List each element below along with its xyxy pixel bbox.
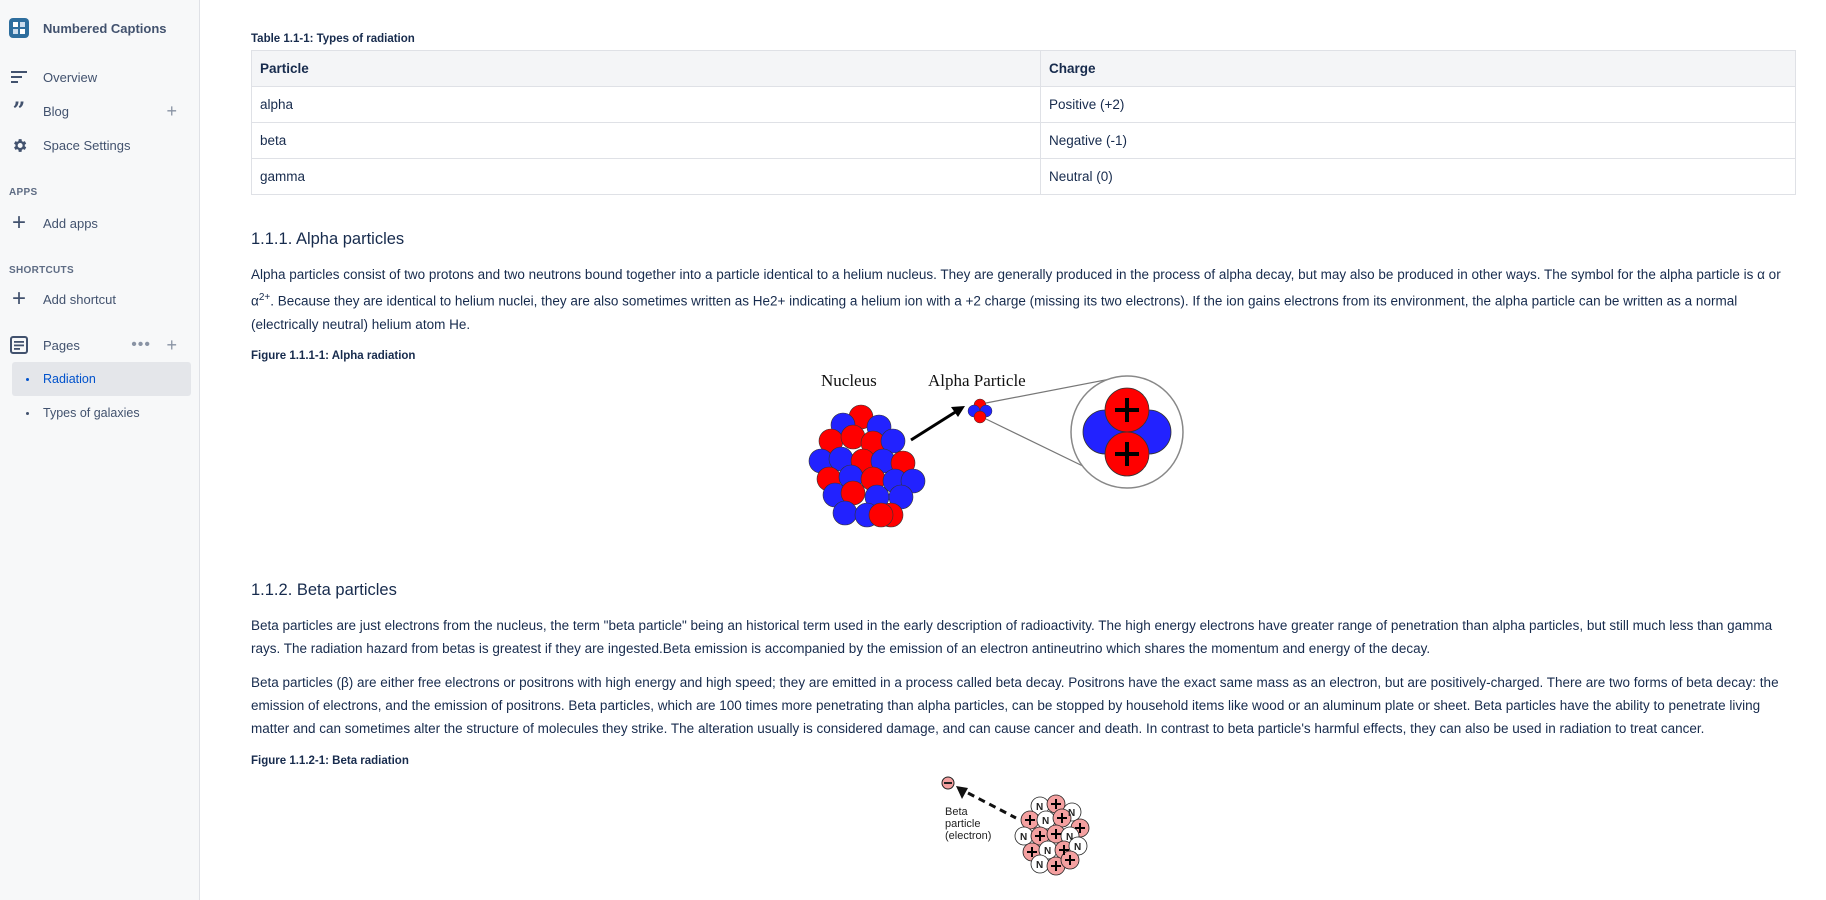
tree-item-label: Types of galaxies [43, 406, 140, 420]
beta-label-line-2: particle [945, 818, 981, 830]
beta-label-line-3: (electron) [945, 830, 992, 842]
quote-icon: ” [12, 98, 26, 124]
space-name: Numbered Captions [43, 20, 167, 36]
pages-icon [9, 335, 29, 355]
tree-item-types-of-galaxies[interactable] [12, 396, 191, 430]
nav-overview-label: Overview [43, 69, 98, 85]
emission-arrow-line [911, 411, 957, 440]
sidebar [0, 0, 200, 900]
beta-arrow-dashed [968, 793, 1016, 818]
table-header-particle: Particle [252, 51, 1041, 87]
nav-space-settings-label: Space Settings [43, 137, 131, 153]
svg-text:N: N [1036, 860, 1044, 871]
nucleus-graphic [809, 405, 925, 527]
emission-arrow-head [951, 406, 965, 417]
table-cell: Negative (-1) [1041, 123, 1796, 159]
beta-label-line-1: Beta [945, 806, 968, 818]
beta-paragraph-2: Beta particles (β) are either free electrons or positrons with high energy and high speed; they are emitted in a process called beta decay. Positrons have the exact same mass as an electron, but are positively-charged. There are two forms of beta decay: the emission of electrons, and the emission of positrons. Beta particles, which are 100 times more penetrating than alpha particles, can be stopped by household items like wood or an aluminum plate or sheet. Beta particles have the ability to penetrate living matter and can sometimes alter the structure of molecules they strike. The alteration usually is considered damage, and can cause cancer and death. In contrast to beta particle's harmful effects, they can also be used in radiation to treat cancer. [251, 675, 1779, 736]
table-header-charge: Charge [1041, 51, 1796, 87]
tree-item-radiation[interactable] [12, 362, 191, 396]
table-header-row [252, 51, 1796, 87]
create-page-icon[interactable]: + [166, 335, 177, 355]
bullet-icon [26, 378, 29, 381]
space-logo-icon [9, 18, 29, 38]
overview-icon [9, 67, 29, 87]
more-options-icon[interactable]: ••• [131, 336, 151, 353]
add-shortcut-label: Add shortcut [43, 291, 116, 307]
svg-text:N: N [1066, 832, 1074, 843]
svg-text:N: N [1020, 832, 1028, 843]
alpha-text-2: . Because they are identical to helium nuclei, they are also sometimes written as He2+ indicating a helium ion with a +2 charge (missing its two electrons). If the ion gains electrons from its environment, the alpha particle can be written as a normal (electrically neutral) helium atom He. [251, 293, 1738, 332]
nav-blog-label: Blog [43, 103, 70, 119]
table-row [252, 87, 1796, 123]
space-header[interactable] [0, 0, 199, 56]
alpha-heading: 1.1.1. Alpha particles [251, 230, 405, 248]
create-blog-icon[interactable]: + [166, 101, 177, 121]
beta-radiation-figure [940, 772, 1110, 900]
bullet-icon [26, 412, 29, 415]
pages-label: Pages [43, 337, 80, 353]
nav-blog[interactable] [0, 94, 199, 128]
pages-header[interactable] [0, 328, 199, 362]
beta-heading: 1.1.2. Beta particles [251, 581, 397, 599]
svg-text:N: N [1042, 816, 1050, 827]
tree-item-label: Radiation [43, 372, 96, 386]
beta-nucleus-graphic [1015, 795, 1089, 875]
table-row [252, 123, 1796, 159]
table-cell: alpha [252, 87, 1041, 123]
svg-text:N: N [1074, 842, 1082, 853]
table-row [252, 159, 1796, 195]
nav-space-settings[interactable] [0, 128, 199, 162]
alpha-superscript: 2+ [258, 292, 271, 303]
gear-icon [9, 135, 29, 155]
table-cell: gamma [252, 159, 1041, 195]
alpha-radiation-figure [781, 365, 1281, 545]
apps-section-label: APPS [9, 187, 38, 198]
add-apps-label: Add apps [43, 215, 98, 231]
svg-text:N: N [1036, 802, 1044, 813]
nav-overview[interactable] [0, 60, 199, 94]
plus-icon: + [11, 285, 26, 312]
alpha-paragraph [251, 263, 1796, 336]
svg-text:N: N [1044, 846, 1052, 857]
radiation-table [251, 50, 1796, 195]
beta-figure-caption: Figure 1.1.2-1: Beta radiation [251, 755, 409, 767]
beta-paragraph-1: Beta particles are just electrons from the nucleus, the term "beta particle" being an historical term used in the early description of radioactivity. The high energy electrons have greater range of penetration than alpha particles, but still much less than gamma rays. The radiation hazard from betas is greatest if they are ingested.Beta emission is accompanied by the emission of an electron antineutrino which shares the momentum and energy of the decay. [251, 618, 1773, 656]
figure-label-nucleus: Nucleus [821, 371, 877, 390]
plus-icon: + [11, 209, 26, 236]
alpha-text-1: Alpha particles consist of two protons and two neutrons bound together into a particle identical to a helium nucleus. They are generally produced in the process of alpha decay, but may also be produced in other ways. The symbol for the alpha particle is α or α [251, 267, 1781, 309]
svg-text:N: N [1068, 808, 1076, 819]
table-caption: Table 1.1-1: Types of radiation [251, 33, 415, 45]
shortcuts-section-label: SHORTCUTS [9, 265, 74, 276]
beta-arrow-head [956, 786, 968, 799]
add-shortcut-button[interactable] [0, 282, 199, 316]
table-cell: Positive (+2) [1041, 87, 1796, 123]
add-apps-button[interactable] [0, 206, 199, 240]
alpha-figure-caption: Figure 1.1.1-1: Alpha radiation [251, 350, 416, 362]
table-cell: Neutral (0) [1041, 159, 1796, 195]
table-cell: beta [252, 123, 1041, 159]
figure-label-alpha-particle: Alpha Particle [928, 371, 1026, 390]
